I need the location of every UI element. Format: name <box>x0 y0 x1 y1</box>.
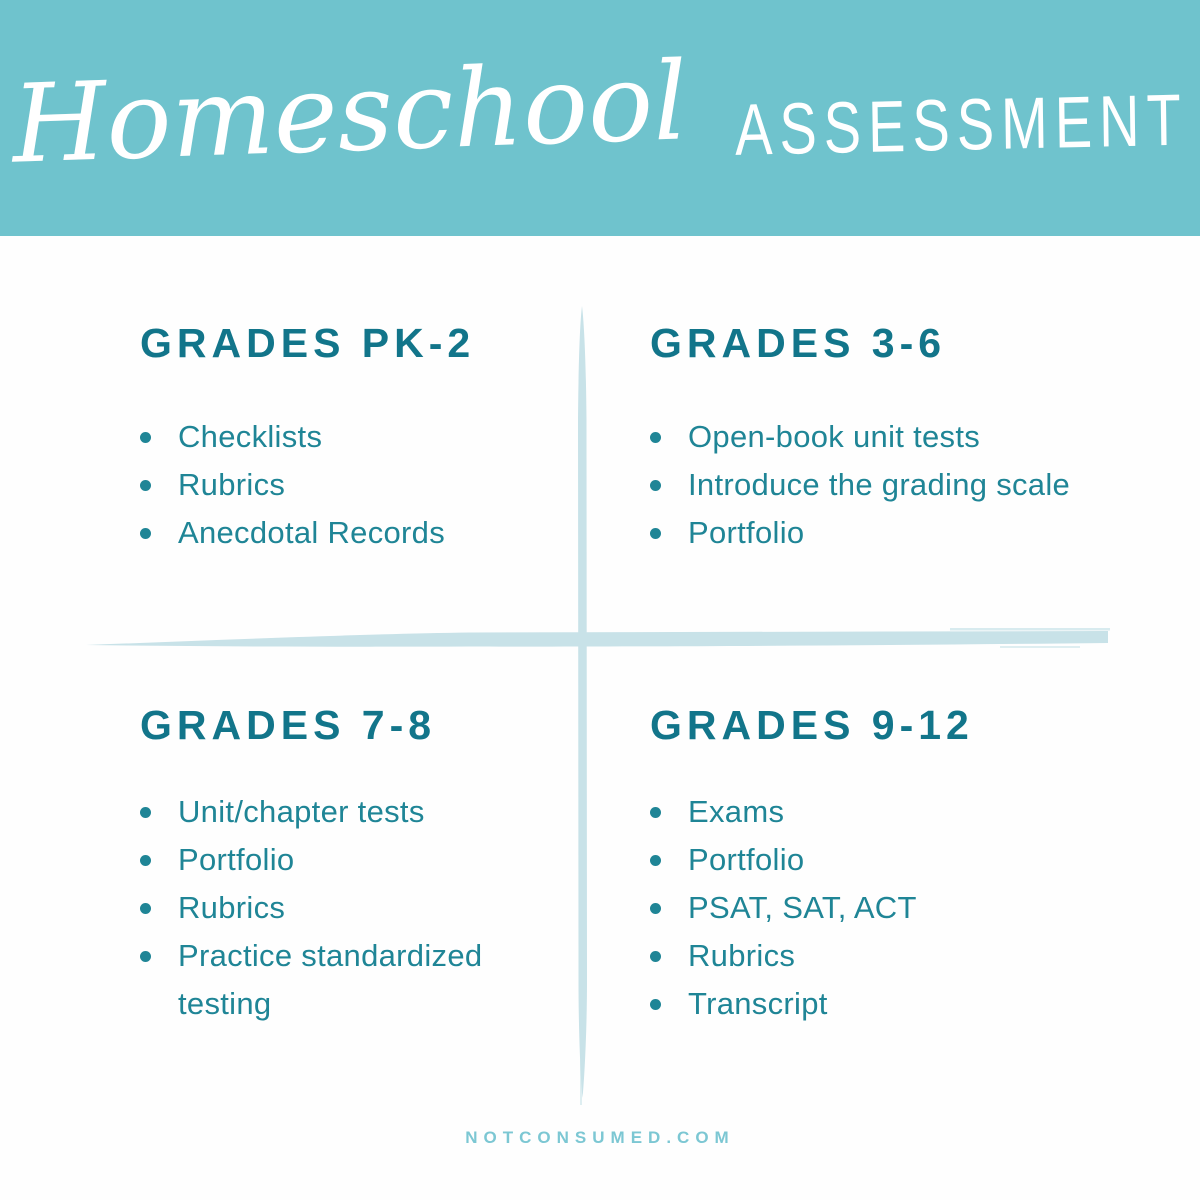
bullet-icon <box>140 807 151 818</box>
assessment-list <box>650 413 1140 557</box>
list-item-label: Portfolio <box>688 515 805 550</box>
bullet-icon <box>140 528 151 539</box>
list-item-label: Portfolio <box>178 842 295 877</box>
list-item <box>650 980 1140 1028</box>
list-item-label: Rubrics <box>178 467 286 502</box>
quadrant-heading: GRADES PK-2 <box>140 320 476 366</box>
list-item <box>650 788 1140 836</box>
quadrant-heading: GRADES 3-6 <box>650 320 947 366</box>
brush-streak <box>950 628 1110 631</box>
list-item-label: PSAT, SAT, ACT <box>688 890 917 925</box>
horizontal-divider-stroke <box>86 631 1108 647</box>
quadrant-grades-3-6 <box>650 318 1140 557</box>
bullet-icon <box>650 999 661 1010</box>
list-item-label: Exams <box>688 794 785 829</box>
brush-streak <box>1000 646 1080 648</box>
list-item-label: Transcript <box>688 986 828 1021</box>
quadrant-heading: GRADES 7-8 <box>140 702 437 748</box>
brush-streak <box>580 1060 582 1105</box>
bullet-icon <box>140 951 151 962</box>
list-item <box>650 884 1140 932</box>
title-script: Homeschool <box>9 39 690 188</box>
bullet-icon <box>650 951 661 962</box>
list-item <box>650 836 1140 884</box>
list-item <box>140 836 500 884</box>
list-item <box>140 413 540 461</box>
list-item <box>650 509 1140 557</box>
bullet-icon <box>140 480 151 491</box>
bullet-icon <box>140 855 151 866</box>
header-banner <box>0 0 1200 236</box>
list-item-label: Anecdotal Records <box>178 515 446 550</box>
list-item <box>650 461 1140 509</box>
quadrant-heading: GRADES 9-12 <box>650 702 974 748</box>
bullet-icon <box>140 432 151 443</box>
bullet-icon <box>650 432 661 443</box>
list-item-label: Checklists <box>178 419 323 454</box>
list-item-label: Practice standardized testing <box>178 938 483 1021</box>
website-url: NOTCONSUMED.COM <box>465 1128 735 1147</box>
assessment-list <box>140 788 500 1028</box>
list-item-label: Portfolio <box>688 842 805 877</box>
bullet-icon <box>650 528 661 539</box>
list-item-label: Unit/chapter tests <box>178 794 425 829</box>
vertical-divider-stroke <box>578 306 587 1098</box>
quadrant-grades-pk-2 <box>140 318 540 557</box>
bullet-icon <box>650 855 661 866</box>
quadrant-grades-7-8 <box>140 700 500 1028</box>
list-item-label: Rubrics <box>688 938 796 973</box>
list-item-label: Introduce the grading scale <box>688 467 1071 502</box>
list-item-label: Rubrics <box>178 890 286 925</box>
bullet-icon <box>140 903 151 914</box>
list-item <box>650 413 1140 461</box>
list-item-label: Open-book unit tests <box>688 419 981 454</box>
list-item <box>140 932 500 1028</box>
bullet-icon <box>650 903 661 914</box>
list-item <box>140 884 500 932</box>
list-item <box>140 509 540 557</box>
bullet-icon <box>650 807 661 818</box>
title-caps: ASSESSMENT <box>734 78 1189 171</box>
list-item <box>650 932 1140 980</box>
list-item <box>140 461 540 509</box>
assessment-list <box>650 788 1140 1028</box>
bullet-icon <box>650 480 661 491</box>
quadrant-grades-9-12 <box>650 700 1140 1028</box>
assessment-list <box>140 413 540 557</box>
list-item <box>140 788 500 836</box>
